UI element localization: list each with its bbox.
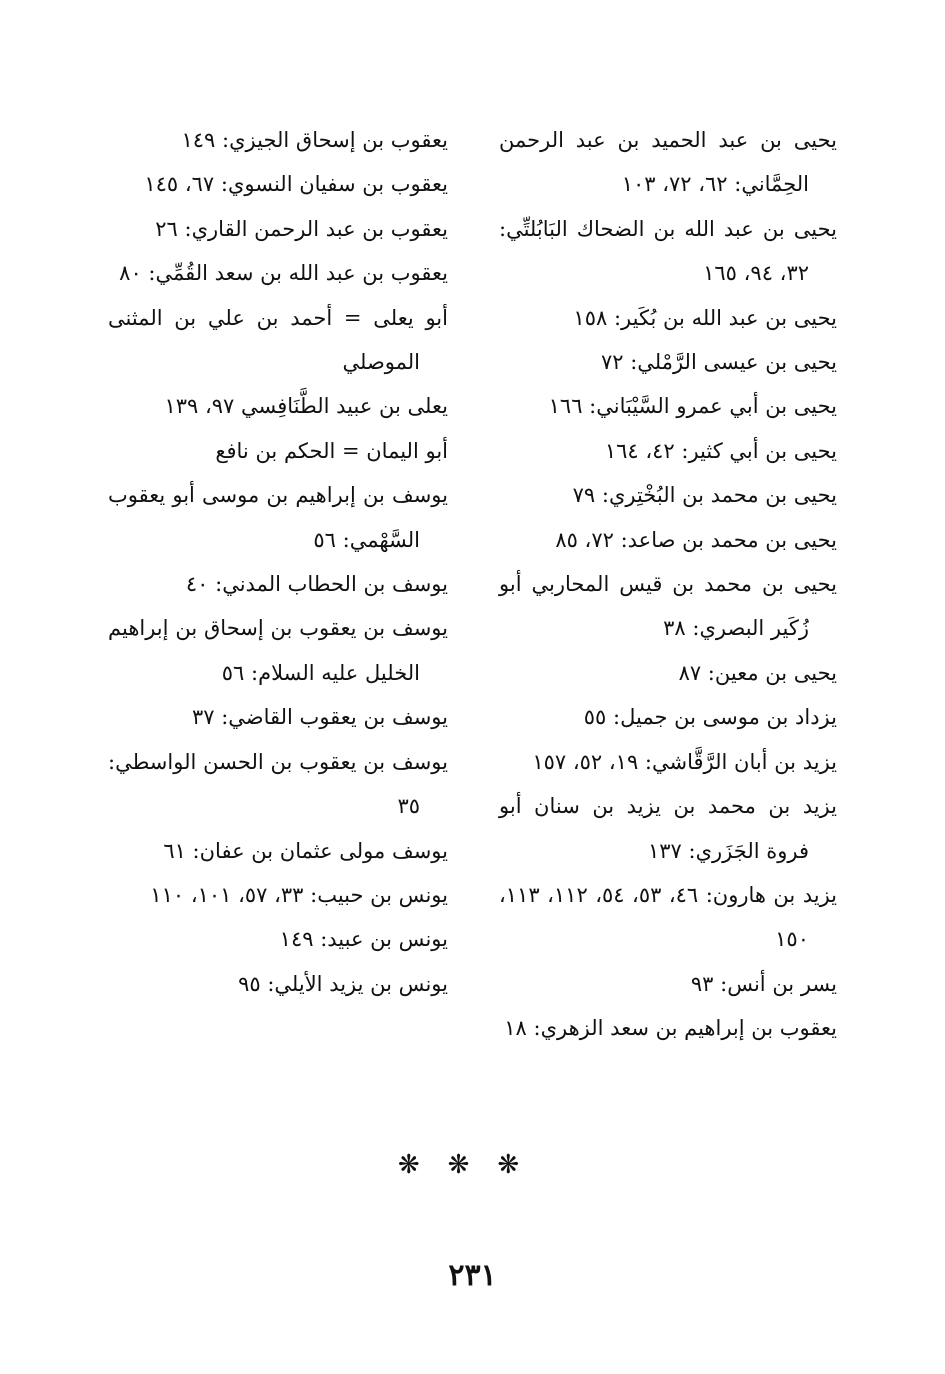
index-entry: يونس بن حبيب: ٣٣، ٥٧، ١٠١، ١١٠: [150, 882, 448, 907]
index-entry: يزداد بن موسى بن جميل: ٥٥: [583, 705, 837, 730]
index-entry: يوسف بن الحطاب المدني: ٤٠: [185, 572, 448, 597]
index-entry: يزيد بن أبان الرَّقَّاشي: ١٩، ٥٢، ١٥٧: [532, 749, 837, 774]
index-entry: يعلى بن عبيد الطَّنَافِسي ٩٧، ١٣٩: [164, 394, 448, 419]
index-column-right: [499, 118, 837, 1051]
page-number: ٢٣١: [448, 1258, 497, 1293]
index-entry: يسر بن أنس: ٩٣: [690, 971, 837, 996]
index-entry: يوسف بن إبراهيم بن موسى أبو يعقوب السَّهْمي: ٥٦: [108, 483, 448, 552]
index-entry: يحيى بن أبي عمرو السَّيْبَاني: ١٦٦: [548, 394, 837, 419]
index-entry: يعقوب بن إبراهيم بن سعد الزهري: ١٨: [504, 1016, 837, 1041]
index-entry: يوسف بن يعقوب بن إسحاق بن إبراهيم الخليل عليه السلام: ٥٦: [108, 616, 448, 685]
index-entry: يونس بن يزيد الأيلي: ٩٥: [238, 971, 448, 996]
index-entry: يحيى بن محمد بن صاعد: ٧٢، ٨٥: [555, 527, 837, 552]
index-entry: يعقوب بن سفيان النسوي: ٦٧، ١٤٥: [144, 172, 448, 197]
index-entry: يزيد بن هارون: ٤٦، ٥٣، ٥٤، ١١٢، ١١٣، ١٥٠: [499, 882, 838, 952]
index-entry: أبو اليمان = الحكم بن نافع: [215, 438, 448, 463]
index-entry: يحيى بن عبد الله بن بُكَير: ١٥٨: [573, 305, 837, 330]
index-entry: يحيى بن محمد بن قيس المحاربي أبو زُكَير البصري: ٣٨: [499, 572, 837, 641]
index-entry: يعقوب بن عبد الرحمن القاري: ٢٦: [155, 216, 448, 241]
index-entry: أبو يعلى = أحمد بن علي بن المثنى الموصلي: [108, 305, 448, 375]
index-entry: يونس بن عبيد: ١٤٩: [279, 927, 448, 952]
index-entry: يحيى بن عيسى الرَّمْلي: ٧٢: [600, 350, 837, 375]
section-ornament: ❋❋❋: [397, 1150, 548, 1180]
index-entry: يوسف بن يعقوب بن الحسن الواسطي: ٣٥: [108, 749, 448, 819]
index-entry: يحيى بن أبي كثير: ٤٢، ١٦٤: [604, 438, 837, 463]
index-entry: يزيد بن محمد بن يزيد بن سنان أبو فروة الجَزَري: ١٣٧: [499, 794, 837, 863]
index-entry: يحيى بن عبد الحميد بن عبد الرحمن الحِمَّاني: ٦٢، ٧٢، ١٠٣: [499, 128, 837, 197]
index-entry: يوسف بن يعقوب القاضي: ٣٧: [191, 705, 448, 730]
index-entry: يحيى بن محمد بن البُخْتِري: ٧٩: [572, 483, 837, 508]
index-entry: يوسف مولى عثمان بن عفان: ٦١: [163, 838, 448, 863]
index-entry: يعقوب بن عبد الله بن سعد القُمِّي: ٨٠: [119, 261, 448, 286]
index-column-left: [108, 118, 448, 1006]
index-entry: يعقوب بن إسحاق الجيزي: ١٤٩: [181, 128, 448, 152]
index-entry: يحيى بن عبد الله بن الضحاك البَابُلتِّي: ٣٢، ٩٤، ١٦٥: [499, 216, 837, 286]
index-entry: يحيى بن معين: ٨٧: [678, 660, 837, 685]
